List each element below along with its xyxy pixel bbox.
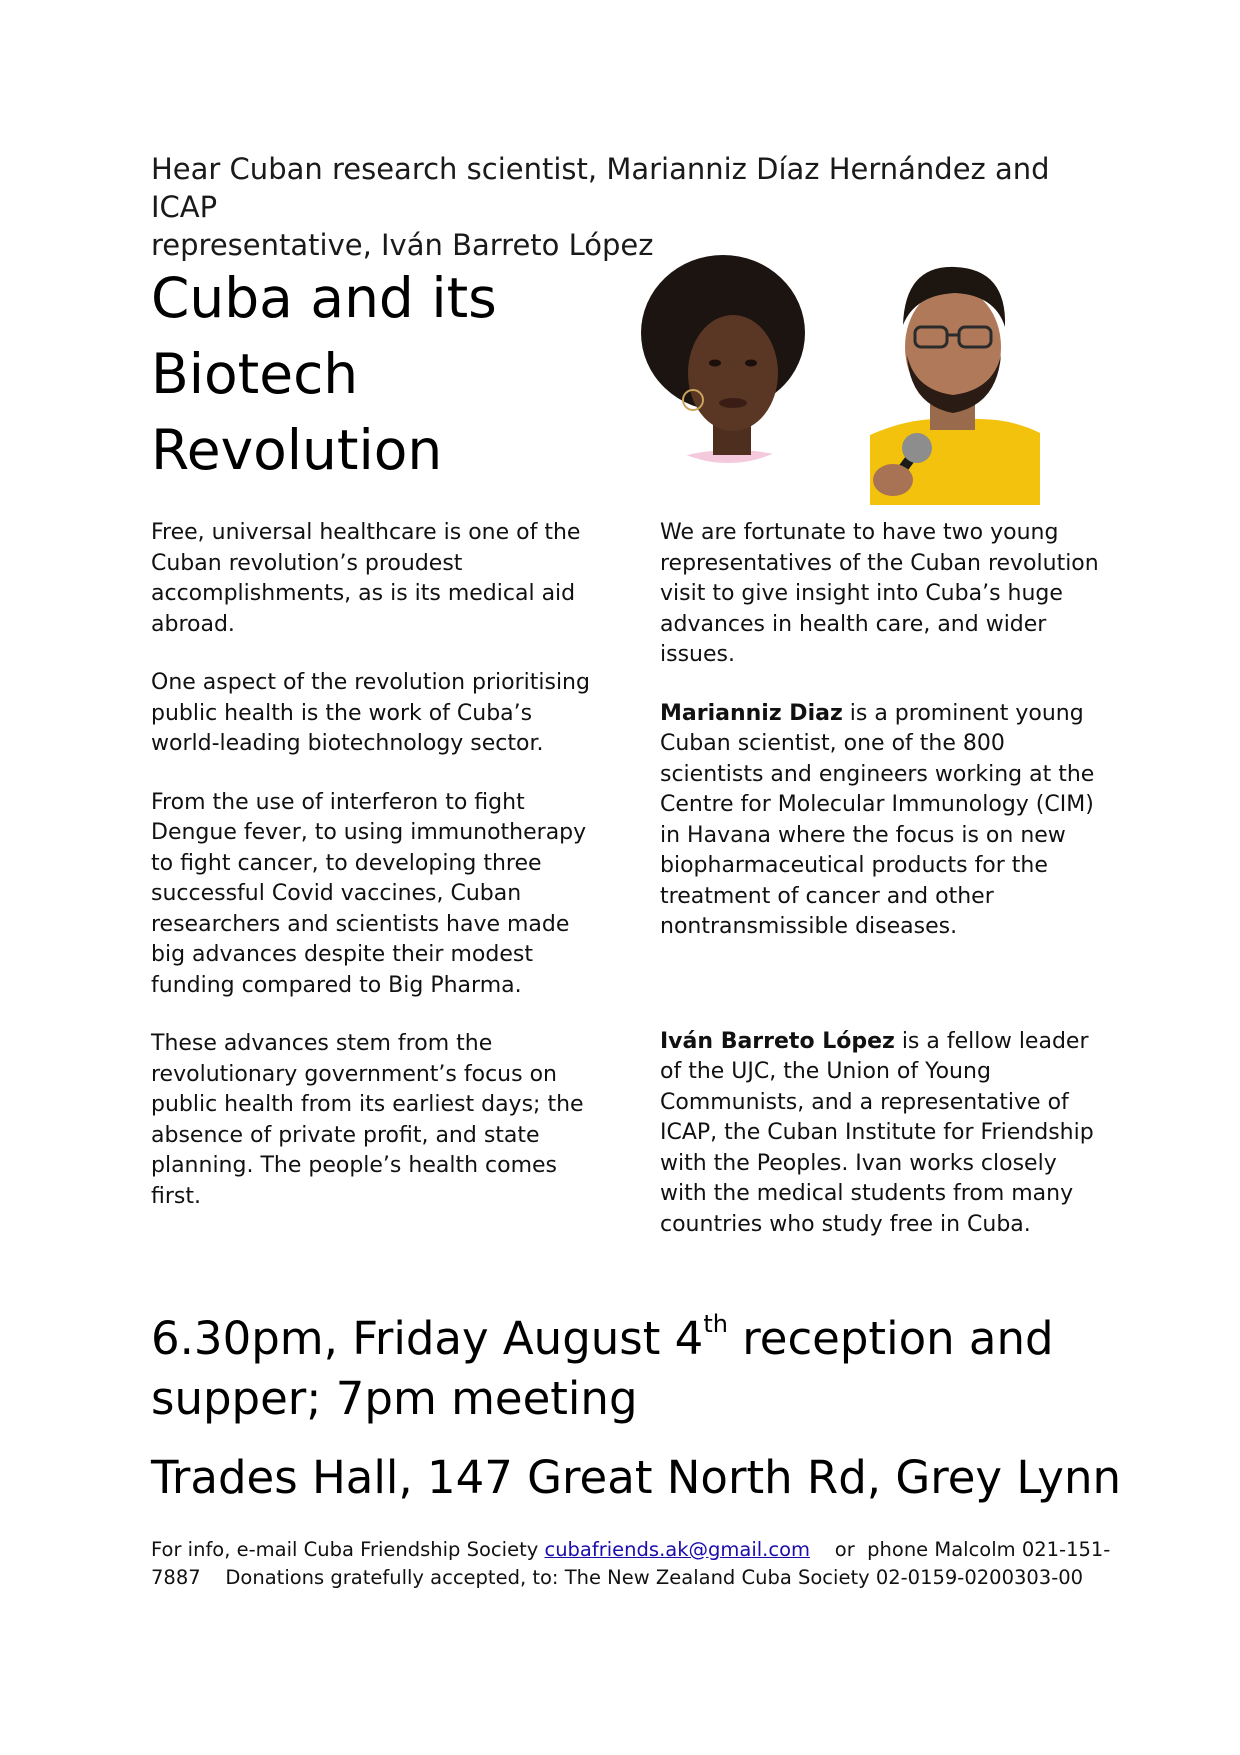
event-venue: Trades Hall, 147 Great North Rd, Grey Lynn [151, 1451, 1121, 1504]
page-title [151, 260, 621, 488]
title-line-1: Cuba and its [151, 266, 497, 330]
left-paragraph-1: Free, universal healthcare is one of the Cuban revolution’s proudest accomplishments, as is its medical aid abroad. [151, 520, 581, 637]
speaker-name-ivan: Iván Barreto López [660, 1028, 895, 1054]
left-paragraph-3: From the use of interferon to fight Dengue fever, to using immunotherapy to fight cancer, to developing three successful Covid vaccines, Cuban researchers and scientists have made big advances despite their modest funding compared to Big Pharma. [151, 789, 587, 998]
speaker-name-marianniz: Marianniz Diaz [660, 700, 843, 726]
event-time-superscript: th [703, 1310, 728, 1338]
left-column [151, 518, 591, 1240]
right-paragraph-3 [660, 1027, 1110, 1241]
intro-line-1: Hear Cuban research scientist, Marianniz Díaz Hernández and ICAP [151, 152, 1050, 224]
intro-line-2: representative, Iván Barreto López [151, 228, 654, 262]
intro-text [151, 150, 1091, 264]
event-time [151, 1300, 1151, 1429]
title-line-2: Biotech [151, 342, 359, 406]
ivan-bio: is a fellow leader of the UJC, the Union of Young Communists, and a representative of ICAP, the Cuban Institute for Friendship with the Peoples. Ivan works closely with the medical students from many countries who study free in Cuba. [660, 1028, 1094, 1237]
event-time-part-1: 6.30pm, Friday August 4 [151, 1312, 704, 1365]
right-column [660, 518, 1110, 1268]
event-time-part-2: reception and supper; 7pm meeting [151, 1312, 1054, 1425]
title-line-3: Revolution [151, 418, 443, 482]
left-paragraph-4: These advances stem from the revolutionary government’s focus on public health from its earliest days; the absence of private profit, and state planning. The people’s health comes first. [151, 1031, 584, 1209]
photo-marianniz [615, 255, 845, 513]
left-paragraph-2: One aspect of the revolution prioritising public health is the work of Cuba’s world-leading biotechnology sector. [151, 670, 590, 756]
footer-info [151, 1536, 1111, 1592]
speaker-photos [615, 255, 1055, 513]
right-paragraph-1: We are fortunate to have two young representatives of the Cuban revolution visit to give insight into Cuba’s huge advances in health care, and wider issues. [660, 520, 1099, 667]
marianniz-bio: is a prominent young Cuban scientist, one of the 800 scientists and engineers working at the Centre for Molecular Immunology (CIM) in Havana where the focus is on new biopharmaceutical products for the treatment of cancer and other nontransmissible diseases. [660, 700, 1095, 939]
photo-ivan [870, 255, 1040, 505]
email-link[interactable]: cubafriends.ak@gmail.com [544, 1538, 811, 1561]
footer-prefix: For info, e-mail Cuba Friendship Society [151, 1538, 545, 1561]
right-paragraph-2 [660, 699, 1110, 943]
footer-phone-donations: or phone Malcolm 021-151-7887 Donations gratefully accepted, to: The New Zealand Cuba Society 02-0159-0200303-00 [151, 1538, 1111, 1589]
